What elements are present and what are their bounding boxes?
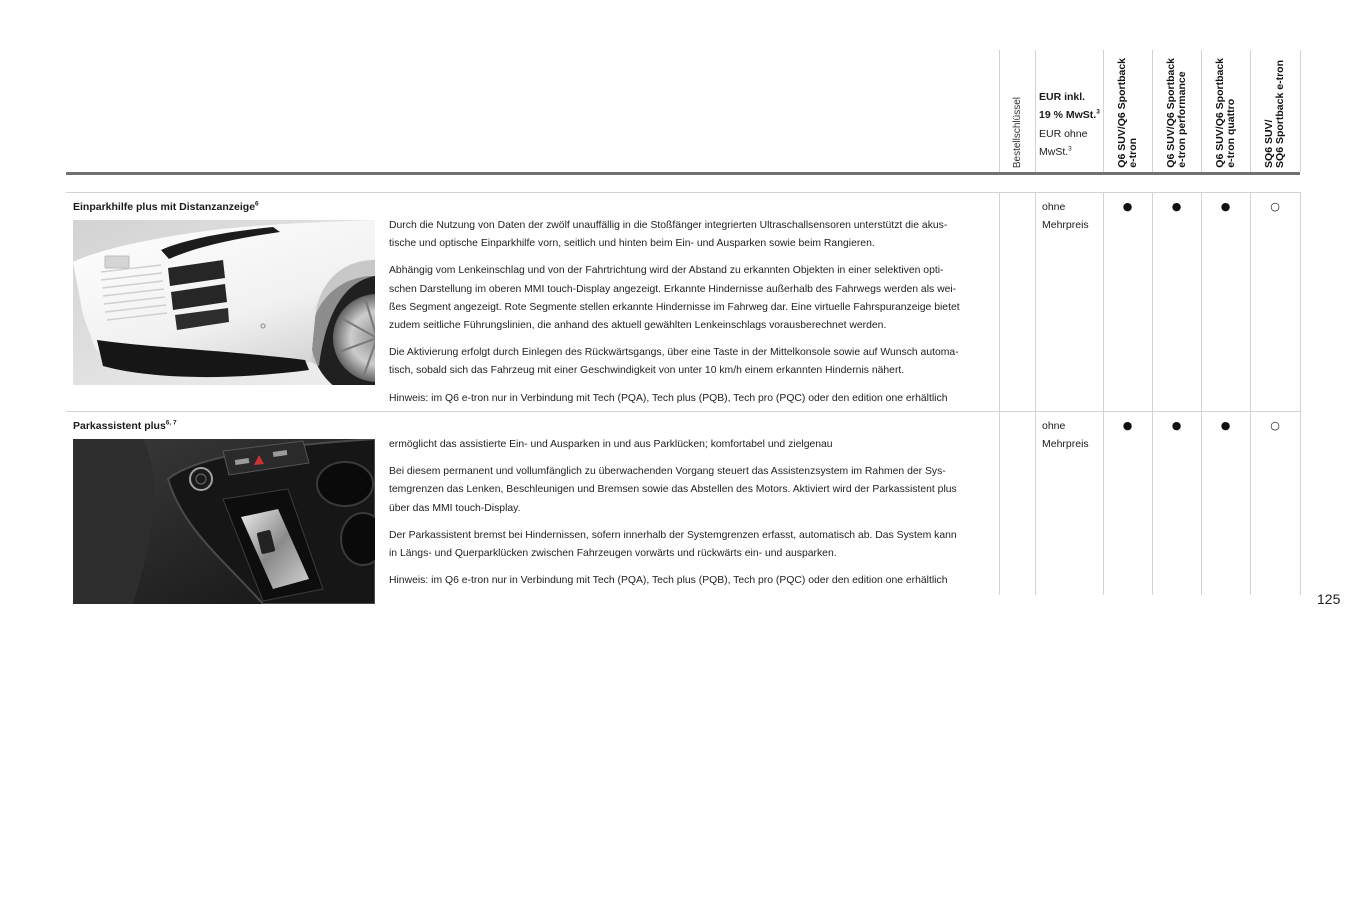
price-column-header (1039, 88, 1100, 161)
price-excl-label: EUR ohne (1039, 127, 1088, 140)
availability-mark: ● (1122, 419, 1133, 432)
description-line: ermöglicht das assistierte Ein- und Ausparken in und aus Parklücken; komfortabel und zielgenau (389, 439, 833, 450)
description-line: Der Parkassistent bremst bei Hindernissen, sofern innerhalb der Systemgrenzen erfasst, automatisch ab. Das System kann (389, 529, 957, 541)
note-paragraph (389, 390, 960, 408)
column-divider (1103, 192, 1104, 595)
availability-mark: ● (1220, 419, 1231, 432)
availability-mark: ○ (1270, 419, 1280, 432)
price-cell: ohne Mehrpreis (1042, 420, 1089, 450)
description-paragraph (389, 527, 957, 563)
price-incl-vat-label: 19 % MwSt. (1039, 109, 1097, 122)
row-divider (66, 192, 1300, 193)
column-divider (1201, 192, 1202, 595)
price-incl-label: EUR inkl. (1039, 91, 1086, 103)
description-line: Hinweis: im Q6 e-tron nur in Verbindung mit Tech (PQA), Tech plus (PQB), Tech pro (PQC) oder den edition one erhältlich (389, 392, 948, 404)
description-line: über das MMI touch-Display. (389, 502, 521, 514)
price-cell: ohne Mehrpreis (1042, 201, 1089, 231)
feature-description (389, 436, 957, 599)
footnote-ref: 3 (1068, 145, 1072, 153)
description-line: schen Darstellung im oberen MMI touch-Display angezeigt. Erkannte Hindernisse außerhalb des Fahrwegs werden als wei- (389, 283, 957, 295)
column-divider (1103, 50, 1104, 172)
model-column-header-sq6-etron: SQ6 SUV/ SQ6 Sportback e-tron (1263, 60, 1286, 168)
model-column-header-q6-etron: Q6 SUV/Q6 Sportback e-tron (1116, 58, 1139, 168)
description-paragraph (389, 463, 957, 518)
footnote-ref: 3 (1096, 108, 1100, 116)
header-rule (66, 172, 1300, 175)
column-divider (1300, 192, 1301, 595)
description-line: zudem seitliche Führungslinien, die anhand des aktuell gewählten Lenkeinschlags vorausberechnet werden. (389, 320, 887, 332)
description-line: temgrenzen das Lenken, Beschleunigen und Bremsen sowie das Abstellen des Motors. Aktiviert wird der Parkassistent plus (389, 484, 957, 496)
price-excl-vat-label: MwSt. (1039, 145, 1069, 158)
footnote-ref: 6, 7 (165, 419, 177, 427)
column-divider (1250, 50, 1251, 172)
column-divider (1035, 50, 1036, 172)
column-divider (1300, 50, 1301, 172)
model-column-header-q6-etron-quattro: Q6 SUV/Q6 Sportback e-tron quattro (1214, 58, 1237, 168)
availability-mark: ● (1171, 419, 1182, 432)
description-line: in Längs- und Querparklücken zwischen Fahrzeugen vorwärts und rückwärts ein- und ausparken. (389, 548, 837, 560)
model-column-header-q6-etron-performance: Q6 SUV/Q6 Sportback e-tron performance (1165, 58, 1188, 168)
feature-title: Parkassistent plus$^{6, 7}$ (73, 419, 177, 432)
note-paragraph (389, 572, 957, 590)
column-divider (999, 192, 1000, 595)
description-line: Bei diesem permanent und vollumfänglich zu überwachenden Vorgang steuert das Assistenzsystem im Rahmen der Sys- (389, 466, 946, 478)
column-divider (1152, 192, 1153, 595)
description-line: Hinweis: im Q6 e-tron nur in Verbindung mit Tech (PQA), Tech plus (PQB), Tech pro (PQC) oder den edition one erhältlich (389, 575, 948, 587)
feature-description (389, 217, 960, 417)
availability-mark: ● (1171, 200, 1182, 213)
feature-image (73, 220, 375, 385)
description-paragraph (389, 436, 957, 454)
description-line: Abhängig vom Lenkeinschlag und von der Fahrtrichtung wird der Abstand zu erkannten Objekten in einer selektiven opti- (389, 265, 944, 277)
availability-mark: ● (1220, 200, 1231, 213)
description-line: tische und optische Einparkhilfe vorn, seitlich und hinten beim Ein- und Ausparken sowie beim Rangieren. (389, 238, 875, 250)
description-line: ßes Segment angezeigt. Rote Segmente stellen erkannte Hindernisse im Fahrweg dar. Eine virtuelle Fahrspuranzeige bietet (389, 301, 960, 313)
column-divider (1152, 50, 1153, 172)
description-paragraph (389, 344, 960, 380)
description-line: Durch die Nutzung von Daten der zwölf unauffällig in die Stoßfänger integrierten Ultraschallsensoren unterstützt die akus- (389, 220, 948, 231)
column-divider (1250, 192, 1251, 595)
description-paragraph (389, 217, 960, 253)
description-line: Die Aktivierung erfolgt durch Einlegen des Rückwärtsgangs, über eine Taste in der Mittelkonsole sowie auf Wunsch automa- (389, 347, 959, 359)
feature-title: Einparkhilfe plus mit Distanzanzeige$^6$ (73, 200, 259, 213)
page-number: 125 (1317, 591, 1341, 607)
description-paragraph (389, 262, 960, 335)
description-line: tisch, sobald sich das Fahrzeug mit einer Geschwindigkeit von unter 10 km/h einem erkannten Hindernis nähert. (389, 365, 905, 377)
availability-mark: ● (1122, 200, 1133, 213)
column-divider (999, 50, 1000, 172)
footnote-ref: 6 (255, 200, 259, 208)
availability-mark: ○ (1270, 200, 1280, 213)
order-key-column-header: Bestellschlüssel (1012, 96, 1023, 168)
column-divider (1035, 192, 1036, 595)
column-divider (1201, 50, 1202, 172)
feature-image (73, 439, 375, 604)
